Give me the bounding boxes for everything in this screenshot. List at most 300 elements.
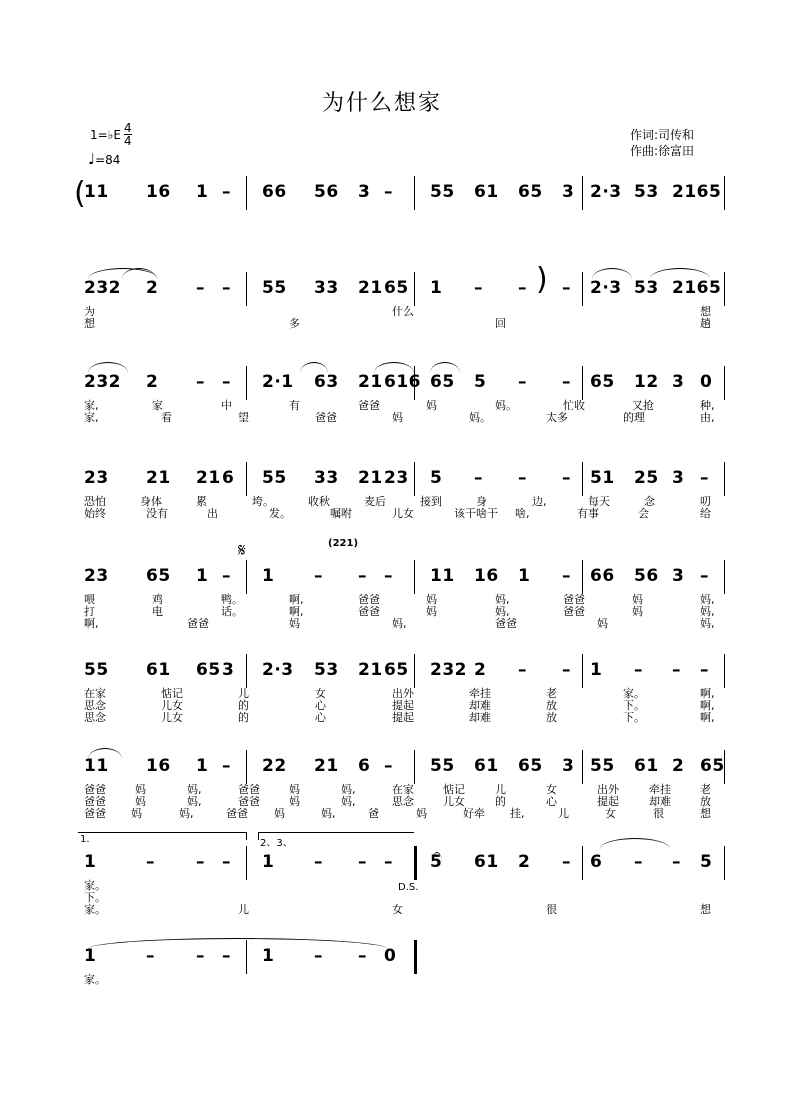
lyric: 下。 [84,891,106,904]
note: 1 [196,182,209,202]
bar-line [246,846,247,880]
lyric: 爸爸 [358,593,380,606]
lyric: 家, [84,411,99,424]
note: 16 [146,756,171,776]
bar-line [582,176,583,210]
lyric: 中 [221,399,232,412]
lyric: 妈 [289,783,300,796]
note: 3 [562,756,575,776]
lyric: 妈, [495,593,510,606]
bar-line [414,176,415,210]
lyric: 妈, [392,617,407,630]
bar-line [246,750,247,784]
bar-line [246,462,247,496]
lyric: 身 [476,495,487,508]
lyric: 老 [700,783,711,796]
lyric: 妈, [495,605,510,618]
bar-line [246,366,247,400]
lyric: 恐怕 [84,495,106,508]
lyric: 却难 [469,699,491,712]
note: 232 [430,660,467,680]
lyric: 想 [700,807,711,820]
lyric: 的 [495,795,506,808]
note: – [474,278,483,298]
note: 65 [518,756,543,776]
slur [88,748,122,759]
bar-line [246,176,247,210]
lyric: 爸爸 [187,617,209,630]
lyric: 在家 [392,783,414,796]
slur [374,362,414,373]
lyric: 妈, [700,593,715,606]
note: – [222,278,231,298]
lyric: 鸭。 [221,593,243,606]
bar-line [582,654,583,688]
lyric: 多 [289,317,300,330]
lyric: 好牵 [463,807,485,820]
note: 21 [358,372,383,392]
lyric: 思念 [392,795,414,808]
slur [88,938,388,949]
lyric: 又抢 [632,399,654,412]
lyric: 儿 [495,783,506,796]
lyric: 心 [315,699,326,712]
slur [592,268,632,279]
note: 1 [430,278,443,298]
bar-line [582,272,583,306]
lyric: 儿 [238,903,249,916]
note: 1 [590,660,603,680]
note: – [384,852,393,872]
note: 5 [430,468,443,488]
note: 2 [146,278,159,298]
note: 55 [430,756,455,776]
lyric: 爸爸 [563,605,585,618]
right-bracket-icon: ) [536,262,548,297]
note: 3 [222,660,235,680]
lyric: 妈 [135,795,146,808]
lyric: 没有 [146,507,168,520]
note: 232 [84,372,121,392]
note: 1 [196,566,209,586]
lyric: 女 [605,807,616,820]
lyric: 家。 [623,687,645,700]
lyric: 妈, [700,605,715,618]
note: – [196,372,205,392]
note: 23 [384,468,409,488]
note: 65 [518,182,543,202]
note: 2165 [672,278,722,298]
note: 55 [430,182,455,202]
note: 61 [474,756,499,776]
bar-line [414,940,417,974]
lyric: 的理 [623,411,645,424]
note: 55 [262,278,287,298]
lyric: 看 [161,411,172,424]
lyric: 回 [495,317,506,330]
note: 16 [146,182,171,202]
lyric: 嘱咐 [330,507,352,520]
lyric: 爸爸 [358,605,380,618]
lyric: 妈 [135,783,146,796]
lyric: 累 [196,495,207,508]
note: 6 [590,852,603,872]
lyric: 啊, [289,605,304,618]
bar-line [414,654,415,688]
lyric: 忙收 [563,399,585,412]
lyric: 始终 [84,507,106,520]
note: – [222,756,231,776]
lyric: 什么 [392,305,414,318]
lyric: 爸爸 [563,593,585,606]
note: – [384,756,393,776]
lyric: 很 [546,903,557,916]
lyric: 话。 [221,605,243,618]
lyric: 妈, [187,795,202,808]
lyric: 想 [84,317,95,330]
note: – [196,278,205,298]
lyric: 有事 [577,507,599,520]
lyric: 垮。 [252,495,274,508]
note: 65 [700,756,725,776]
lyric: 趟 [700,317,711,330]
lyric: 儿女 [161,711,183,724]
note: – [314,852,323,872]
lyric: 爸爸 [358,399,380,412]
lyric: 心 [315,711,326,724]
bar-line [246,654,247,688]
note: – [518,278,527,298]
bar-line [724,462,725,496]
lyric: 收秋 [308,495,330,508]
lyric: 儿 [558,807,569,820]
note: – [384,566,393,586]
lyric: 妈 [274,807,285,820]
lyric: 妈 [632,593,643,606]
lyric: 老 [546,687,557,700]
note: 65 [196,660,221,680]
note: 61 [474,852,499,872]
lyric: 提起 [392,699,414,712]
note: 1 [84,946,97,966]
lyric: 妈, [341,795,356,808]
note: 65 [384,278,409,298]
note: 61 [474,182,499,202]
quarter-note-icon: ♩ [88,150,96,168]
note: 232 [84,278,121,298]
bar-line [246,272,247,306]
note: 25 [634,468,659,488]
lyric: 种, [700,399,715,412]
note: – [700,660,709,680]
lyric: 的 [238,699,249,712]
note: 1 [518,566,531,586]
slur [300,362,328,373]
lyric: 出 [207,507,218,520]
note: 5 [430,852,443,872]
note: 33 [314,468,339,488]
bar-line [246,560,247,594]
lyric: 啊, [700,687,715,700]
lyric: 妈 [416,807,427,820]
bar-line [582,560,583,594]
lyric: 啥, [515,507,530,520]
lyric: 会 [638,507,649,520]
time-signature: 4 4 [124,121,132,148]
note: 2 [518,852,531,872]
lyric: 边, [532,495,547,508]
bar-line [582,846,583,880]
lyric: 放 [546,711,557,724]
note: 65 [590,372,615,392]
lyric: 啊, [700,711,715,724]
lyric: 女 [392,903,403,916]
lyric: 出外 [597,783,619,796]
lyric: 牵挂 [649,783,671,796]
lyric: 家。 [84,973,106,986]
lyric: 妈。 [469,411,491,424]
lyric: 很 [653,807,664,820]
note: – [474,468,483,488]
lyric: 身体 [140,495,162,508]
segno-icon: 𝄋 [238,540,246,561]
bar-line [582,366,583,400]
note: 21 [358,660,383,680]
lyric: 却难 [649,795,671,808]
volta-2: 2、3、 [260,838,293,849]
bar-line [414,846,417,880]
volta-2-start [258,832,259,840]
lyric: 有 [289,399,300,412]
lyric: 妈 [632,605,643,618]
note: 11 [84,756,109,776]
lyric: 妈 [392,411,403,424]
lyric: 由, [700,411,715,424]
lyric: 喂 [84,593,95,606]
tempo-marking: ♩=84 [88,150,121,168]
volta-1: 1. [80,834,90,845]
lyric: 家。 [84,879,106,892]
lyric: 每天 [588,495,610,508]
lyric: 念 [644,495,655,508]
lyricist-credit: 作词:司传和 [630,128,695,142]
lyric: 儿女 [161,699,183,712]
note: 56 [314,182,339,202]
lyric: 爸爸 [84,795,106,808]
bar-line [724,560,725,594]
lyric: 放 [700,795,711,808]
lyric: 提起 [392,711,414,724]
note: 61 [146,660,171,680]
note: 5 [474,372,487,392]
lyric: 家。 [84,903,106,916]
bar-line [724,846,725,880]
note: 21 [146,468,171,488]
lyric: 想 [700,903,711,916]
lyric: 女 [546,783,557,796]
lyric: 啊, [289,593,304,606]
slur [122,268,156,279]
note: – [672,660,681,680]
note: 66 [590,566,615,586]
lyric: 打 [84,605,95,618]
note: – [196,946,205,966]
bar-line [414,750,415,784]
note: 53 [314,660,339,680]
note: 1 [262,946,275,966]
note: 55 [262,468,287,488]
note: – [222,182,231,202]
note: 616 [384,372,421,392]
note: – [358,852,367,872]
lyric: 下。 [623,711,645,724]
note: – [222,946,231,966]
note: – [384,182,393,202]
note: 21 [196,468,221,488]
lyric: 妈 [597,617,608,630]
lyric: 妈, [321,807,336,820]
note: – [358,946,367,966]
note: 3 [672,566,685,586]
note: – [518,372,527,392]
note: – [562,278,571,298]
note: 1 [262,852,275,872]
note: 1 [262,566,275,586]
lyric: 妈。 [495,399,517,412]
note: 63 [314,372,339,392]
lyric: 思念 [84,711,106,724]
lyric: 妈, [341,783,356,796]
lyric: 儿女 [443,795,465,808]
lyric: 妈, [179,807,194,820]
note: – [222,566,231,586]
note: 5 [700,852,713,872]
note: 61 [634,756,659,776]
bar-line [414,560,415,594]
composer-credit: 作曲:徐富田 [630,144,695,158]
lyric: 放 [546,699,557,712]
note: 2·1 [262,372,294,392]
note: 3 [672,468,685,488]
lyric: 啊, [84,617,99,630]
note: – [146,852,155,872]
note: 23 [84,566,109,586]
note: 1 [84,852,97,872]
lyric: 出外 [392,687,414,700]
note: 53 [634,182,659,202]
lyric: 妈 [131,807,142,820]
note: – [358,566,367,586]
lyric: 下。 [623,699,645,712]
bar-line [724,176,725,210]
bar-line [582,462,583,496]
triplet-mark: (221) [328,538,359,549]
lyric: 家 [152,399,163,412]
note: – [700,468,709,488]
slur [88,362,128,373]
lyric: 妈 [289,617,300,630]
lyric: 思念 [84,699,106,712]
note: – [146,946,155,966]
note: 55 [590,756,615,776]
note: 2165 [672,182,722,202]
note: 3 [562,182,575,202]
note: 53 [634,278,659,298]
note: 65 [146,566,171,586]
lyric: 爸爸 [84,783,106,796]
left-bracket-icon: ( [74,176,86,211]
lyric: 该干啥干 [454,507,498,520]
note: – [700,566,709,586]
lyric: 为 [84,305,95,318]
lyric: 却难 [469,711,491,724]
lyric: 惦记 [443,783,465,796]
note: 21 [358,468,383,488]
note: 2 [146,372,159,392]
note: – [562,660,571,680]
note: 65 [430,372,455,392]
note: 22 [262,756,287,776]
note: – [222,372,231,392]
note: 3 [358,182,371,202]
note: 23 [84,468,109,488]
note: – [634,852,643,872]
note: – [518,660,527,680]
note: – [518,468,527,488]
note: 11 [430,566,455,586]
note: – [196,852,205,872]
bar-line [414,272,415,306]
note: 2 [474,660,487,680]
lyric: 妈 [426,605,437,618]
note: – [222,852,231,872]
lyric: 电 [152,605,163,618]
volta-1-end [246,832,247,840]
note: – [314,946,323,966]
slur [430,362,460,373]
slur [650,268,710,279]
lyric: 妈, [187,783,202,796]
note: – [562,372,571,392]
slur [600,838,670,849]
note: 3 [672,372,685,392]
lyric: 叨 [700,495,711,508]
lyric: 发。 [269,507,291,520]
lyric: 太多 [546,411,568,424]
lyric: 想 [700,305,711,318]
lyric: 妈, [700,617,715,630]
bar-line [724,272,725,306]
lyric: 妈 [426,399,437,412]
note: – [562,468,571,488]
lyric: 妈 [289,795,300,808]
note: 33 [314,278,339,298]
lyric: 接到 [420,495,442,508]
note: – [314,566,323,586]
lyric: 爸爸 [495,617,517,630]
lyric: 心 [546,795,557,808]
lyric: 挂, [510,807,525,820]
lyric: 在家 [84,687,106,700]
bar-line [724,654,725,688]
note: 0 [384,946,397,966]
page-title: 为什么想家 [322,91,443,116]
lyric: 爸爸 [238,783,260,796]
lyric: 儿女 [392,507,414,520]
lyric: 鸡 [152,593,163,606]
lyric: 妈 [426,593,437,606]
note: 2 [672,756,685,776]
